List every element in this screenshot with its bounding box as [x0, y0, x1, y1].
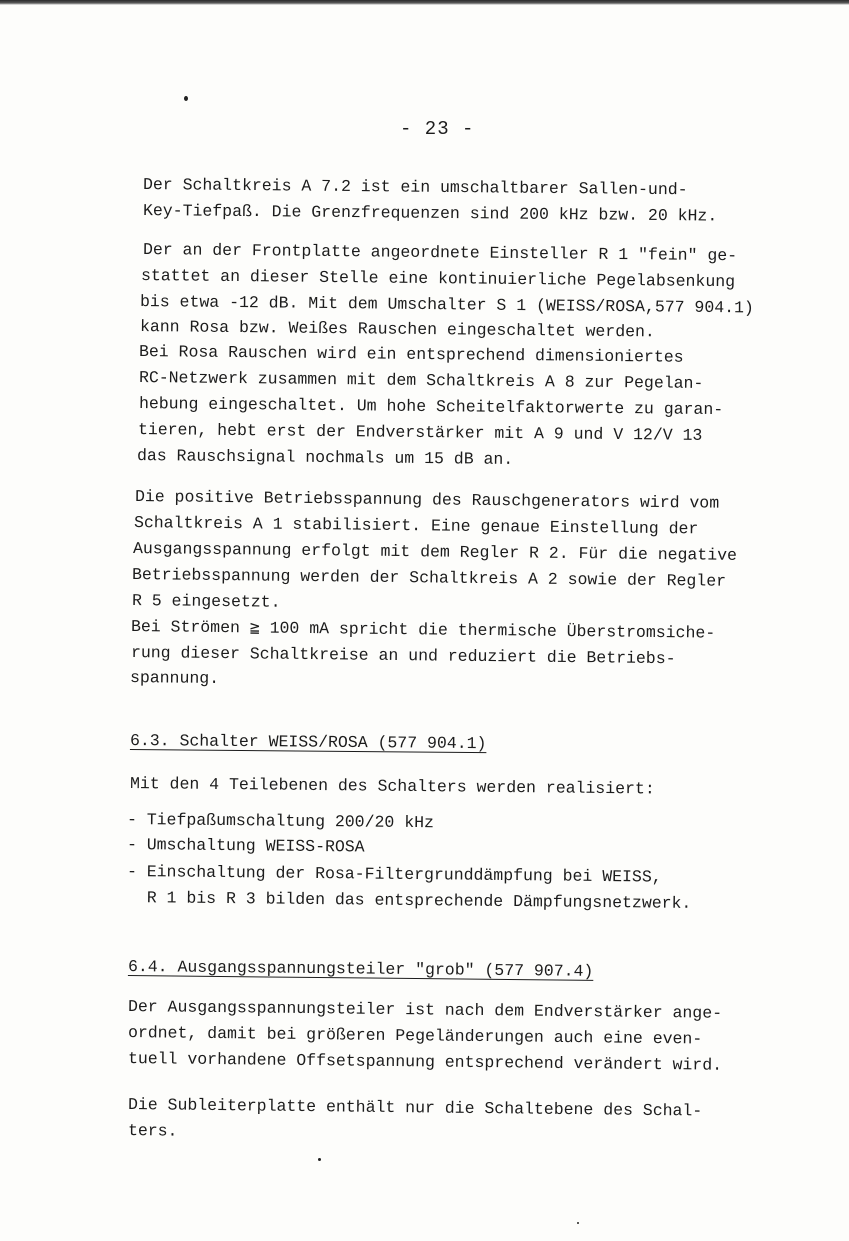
- text-line: spannung.: [129, 668, 220, 689]
- section-heading-6-3: 6.3. Schalter WEISS/ROSA (577 904.1): [129, 731, 487, 754]
- text-line: stattet an dieser Stelle eine kontinuierliche Pegelabsenkung: [140, 266, 736, 292]
- text-line: hebung eingeschaltet. Um hohe Scheitelfaktorwerte zu garan-: [138, 394, 724, 420]
- text-line: bis etwa -12 dB. Mit dem Umschalter S 1 (WEISS/ROSA,577 904.1): [139, 292, 754, 318]
- text-line: Bei Strömen ≧ 100 mA spricht die thermische Überstromsiche-: [130, 617, 716, 643]
- text-line: Die positive Betriebsspannung des Rauschgenerators wird vom: [134, 487, 720, 513]
- scan-speck: [318, 1158, 321, 1161]
- text-line: Der Schaltkreis A 7.2 ist ein umschaltbarer Sallen-und-: [142, 175, 688, 200]
- list-item: - Tiefpaßumschaltung 200/20 kHz: [126, 810, 435, 833]
- text-line: kann Rosa bzw. Weißes Rauschen eingeschaltet werden.: [139, 317, 655, 342]
- text-line: R 5 eingesetzt.: [131, 591, 281, 612]
- page-number: - 23 -: [400, 118, 475, 140]
- text-line: Der Ausgangsspannungsteiler ist nach dem Endverstärker ange-: [127, 997, 723, 1023]
- text-line: Die Subleiterplatte enthält nur die Schaltebene des Schal-: [127, 1095, 703, 1121]
- text-line: Bei Rosa Rauschen wird ein entsprechend dimensioniertes: [138, 342, 684, 367]
- text-line: rung dieser Schaltkreise an und reduziert die Betriebs-: [130, 643, 676, 669]
- text-line: tieren, hebt erst der Endverstärker mit A 9 und V 12/V 13: [137, 420, 703, 445]
- text-line: Schaltkreis A 1 stabilisiert. Eine genaue Einstellung der: [133, 513, 699, 539]
- text-line: Key-Tiefpaß. Die Grenzfrequenzen sind 200 kHz bzw. 20 kHz.: [142, 201, 718, 226]
- text-line: RC-Netzwerk zusammen mit dem Schaltkreis A 8 zur Pegelan-: [138, 368, 704, 393]
- scan-speck: [184, 96, 188, 101]
- scan-top-edge: [0, 0, 849, 5]
- list-item: - Umschaltung WEISS-ROSA: [126, 835, 365, 857]
- scan-speck: [577, 1222, 579, 1224]
- text-line: tuell vorhandene Offsetspannung entsprechend verändert wird.: [127, 1049, 723, 1075]
- text-line: Betriebsspannung werden der Schaltkreis A 2 sowie der Regler: [131, 565, 727, 591]
- text-line: Mit den 4 Teilebenen des Schalters werden realisiert:: [129, 774, 655, 799]
- section-heading-6-4: 6.4. Ausgangsspannungsteiler "grob" (577 907.4): [127, 957, 594, 981]
- text-line: das Rauschsignal nochmals um 15 dB an.: [136, 446, 514, 469]
- list-item: - Einschaltung der Rosa-Filtergrunddämpfung bei WEISS,: [126, 862, 662, 887]
- text-line: ordnet, damit bei größeren Pegeländerungen auch eine even-: [127, 1023, 703, 1049]
- text-line: ters.: [127, 1121, 178, 1141]
- text-line: Der an der Frontplatte angeordnete Einsteller R 1 "fein" ge-: [142, 240, 738, 266]
- list-item: R 1 bis R 3 bilden das entsprechende Dämpfungsnetzwerk.: [126, 888, 692, 913]
- text-line: Ausgangsspannung erfolgt mit dem Regler R 2. Für die negative: [132, 539, 738, 565]
